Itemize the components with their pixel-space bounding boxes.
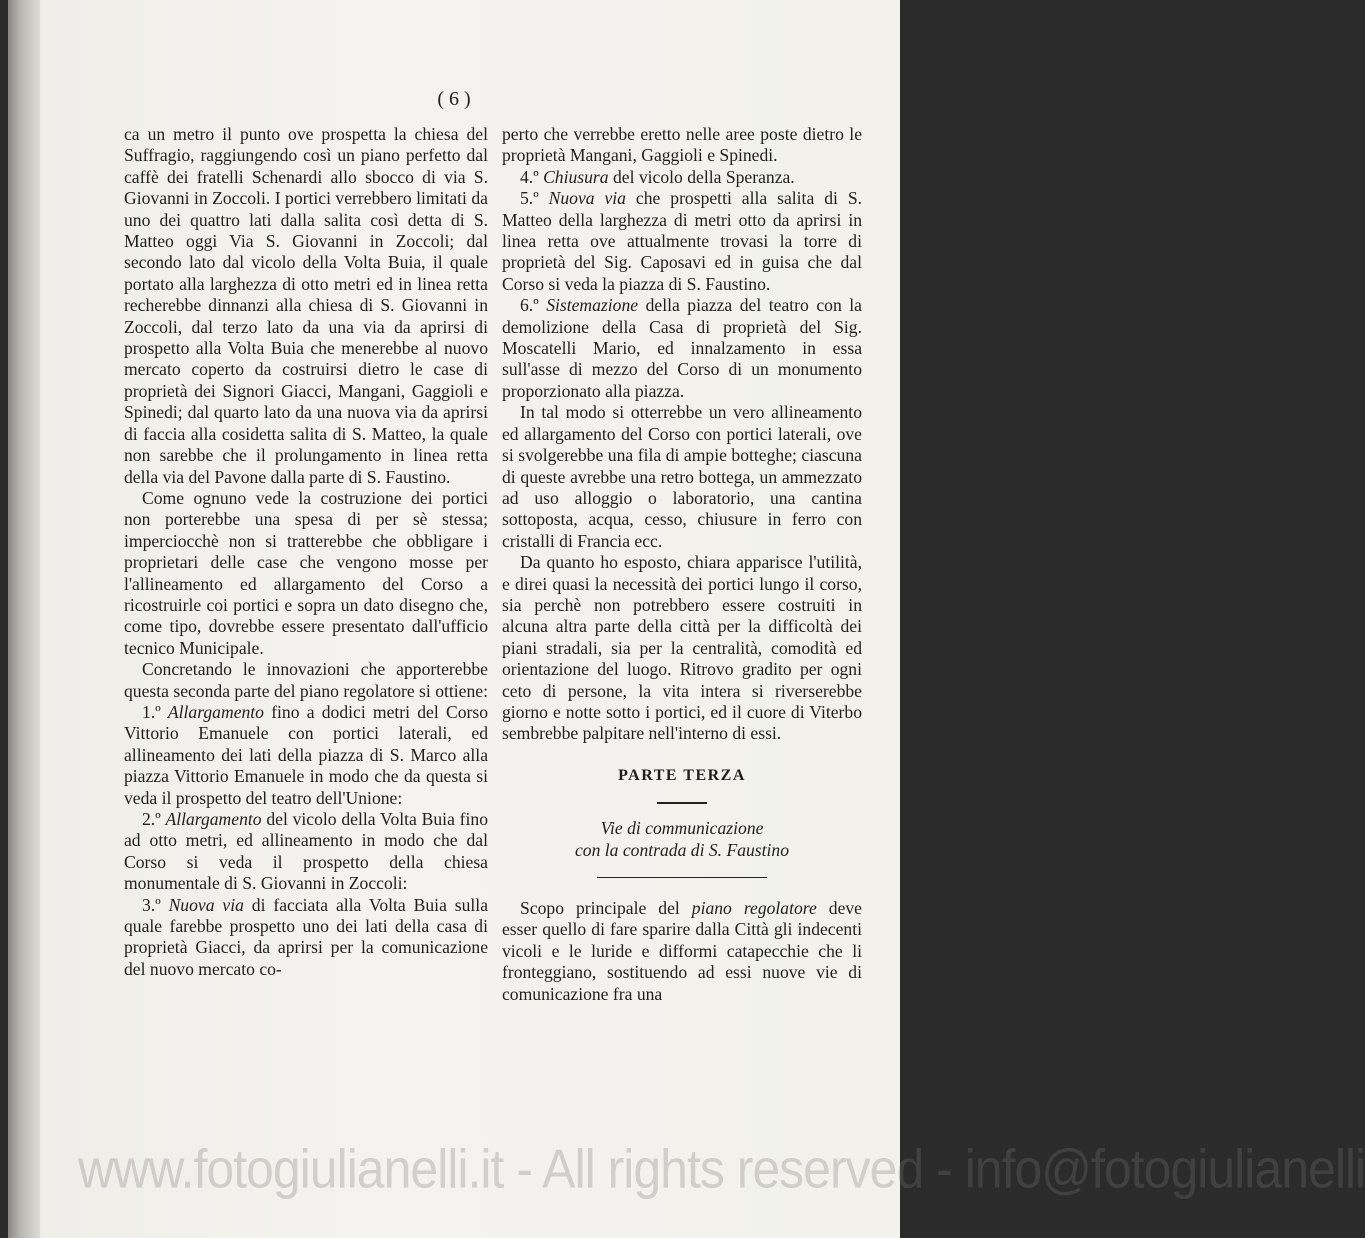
list-emphasis: Nuova via [548,188,626,209]
list-text: della piazza del teatro con la demolizione della Casa di proprietà del Sig. Moscatelli Mario, ed innalzamento in essa sull'asse di mezzo del Corso di un monumento proporzionato alla piazza. [502,295,862,401]
paragraph: In tal modo si otterrebbe un vero allineamento ed allargamento del Corso con portici laterali, ove si svolgerebbe una fila di ampie botteghe; ciascuna di queste avrebbe una retro bottega, un ammezzato ad uso alloggio o laboratorio, una cantina sottoposta, acqua, cesso, chiusure in ferro con cristalli di Francia ecc. [502,402,862,551]
paragraph [502,898,862,1005]
list-number: 4.º [520,166,539,187]
list-item [502,295,862,402]
list-text: che prospetti alla salita di S. Matteo della larghezza di metri otto da aprirsi in linea retta ove attualmente trovasi la torre di proprietà del Sig. Caposavi ed in guisa che dal Corso si veda la piazza di S. Faustino. [502,188,862,294]
page-number: ( 6 ) [437,88,471,110]
paragraph: Da quanto ho esposto, chiara apparisce l'utilità, e direi quasi la necessità dei portici lungo il corso, sia perchè non potrebbero essere costruiti in alcuna altra parte della città per la difficoltà dei piani stradali, sia per la centralità, comodità ed orientazione del luogo. Ritrovo gradito per ogni ceto di persone, la vita intera si riverserebbe giorno e notte sotto i portici, ed il cuore di Viterbo sembrebbe palpitare nell'interno di essi. [502,552,862,744]
list-number: 5.º [520,188,539,209]
list-item [502,167,862,188]
list-emphasis: Sistemazione [546,295,639,316]
paragraph: Concretando le innovazioni che apporterebbe questa seconda parte del piano regolatore si ottiene: [124,659,488,701]
scanned-page [8,0,1365,1238]
list-item [124,702,488,809]
list-item [124,809,488,895]
list-item [502,188,862,295]
paragraph: Come ognuno vede la costruzione dei portici non porterebbe una spesa di per sè stessa; imperciocchè non si tratterebbe che obbligare i proprietari delle case che vengono mosse per l'allineamento ed allargamento del Corso a ricostruirle coi portici e sopra un dato disegno che, come tipo, dovrebbe essere presentato dall'ufficio tecnico Municipale. [124,487,488,658]
page-spine-shadow [8,0,40,1238]
list-text: del vicolo della Speranza. [608,166,795,187]
paragraph: ca un metro il punto ove prospetta la chiesa del Suffragio, raggiungendo così un piano perfetto dal caffè dei fratelli Schenardi allo sbocco di via S. Giovanni in Zoccoli. I portici verrebbero limitati da uno dei quattro lati dalla salita così detta di S. Matteo oggi Via S. Giovanni in Zoccoli; dal secondo lato dal vicolo della Volta Buia, il quale portato alla larghezza di otto metri ed in linea retta recherebbe dinnanzi alla chiesa di S. Giovanni in Zoccoli, dal terzo lato da una via da aprirsi di prospetto alla Volta Buia che menerebbe al nuovo mercato coperto da costruirsi dietro le case di proprietà dei Signori Giacci, Mangani, Gaggioli e Spinedi; dal quarto lato da una nuova via da aprirsi di faccia alla cosidetta salita di S. Matteo, la quale non sarebbe che il prolungamento in linea retta della via del Pavone dalla parte di S. Faustino. [124,124,488,487]
right-column [502,124,862,1005]
section-heading: PARTE TERZA [618,766,746,784]
list-item [124,895,488,981]
list-number: 2.º [142,809,161,829]
list-number: 6.º [520,295,539,316]
list-emphasis: Nuova via [168,894,244,915]
list-number: 1.º [142,701,161,722]
section-subtitle: con la contrada di S. Faustino [574,839,790,860]
watermark: www.fotogiulianelli.it - All rights reserved - info@fotogiulianelli [78,1138,1365,1200]
section-subtitle: Vie di communicazione [600,818,764,839]
paragraph-emphasis: piano regolatore [691,898,817,918]
paragraph: perto che verrebbe eretto nelle aree poste dietro le proprietà Mangani, Gaggioli e Spinedi. [502,124,862,166]
list-emphasis: Allargamento [167,701,264,722]
paragraph-text: Scopo principale del [520,898,692,918]
list-text: fino a dodici metri del Corso Vittorio Emanuele con portici laterali, ed allineamento dei lati della piazza di S. Marco alla piazza Vittorio Emanuele in modo che da questa si veda il prospetto del teatro dell'Unione: [124,701,488,808]
section-divider [657,802,707,804]
paragraph-text: deve esser quello di fare sparire dalla Città gli indecenti vicoli e le luride e difformi catapecchie che li fronteggiano, sostituendo ad essi nuove vie di comunicazione fra una [502,898,862,1004]
section-divider [597,877,767,878]
list-number: 3.º [142,894,161,915]
list-text: del vicolo della Volta Buia fino ad otto metri, ed allineamento in modo che dal Corso si veda il prospetto della chiesa monumentale di S. Giovanni in Zoccoli: [124,809,489,894]
left-column [124,124,488,980]
list-emphasis: Chiusura [543,166,609,187]
list-emphasis: Allargamento [165,809,262,829]
list-text: di facciata alla Volta Buia sulla quale farebbe prospetto uno dei lati della casa di proprietà Giacci, da aprirsi per la comunicazione del nuovo mercato co- [124,894,488,979]
